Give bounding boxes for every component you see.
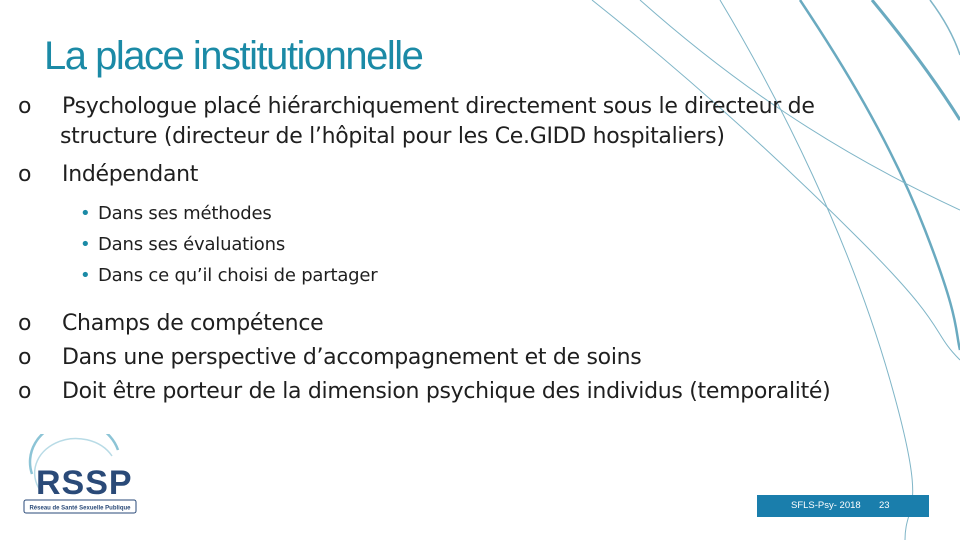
sub-bullet-marker: • [80,203,91,224]
bullet-item [18,377,878,407]
bullet-item [18,92,878,152]
sub-bullet-text: Dans ce qu’il choisi de partager [98,265,378,286]
page-number: 23 [879,500,890,511]
sub-bullet-marker: • [80,234,91,255]
sub-bullet-marker: • [80,265,91,286]
sub-bullet-item [18,260,878,291]
bullet-marker: o [18,311,32,336]
logo-tagline: Réseau de Santé Sexuelle Publique [29,505,131,512]
bullet-text: Champs de compétence [62,311,324,336]
page-title: La place institutionnelle [44,34,423,78]
sub-bullet-item [18,229,878,260]
bullet-text-continued: structure (directeur de l’hôpital pour les Ce.GIDD hospitaliers) [60,124,725,149]
bullet-marker: o [18,94,32,119]
rssp-logo [22,434,138,516]
bullet-text: Indépendant [62,162,199,187]
slide-content [18,92,878,415]
footer-bar [757,495,929,517]
sub-bullet-text: Dans ses évaluations [98,234,286,255]
bullet-marker: o [18,345,32,370]
bullet-text: Dans une perspective d’accompagnement et de soins [62,345,642,370]
sub-bullet-list [18,198,878,291]
bullet-marker: o [18,162,32,187]
bullet-marker: o [18,379,32,404]
bullet-text: Doit être porteur de la dimension psychique des individus (temporalité) [62,379,831,404]
sub-bullet-text: Dans ses méthodes [98,203,272,224]
sub-bullet-item [18,198,878,229]
bullet-item [18,309,878,339]
logo-acronym: RSSP [36,464,133,502]
footer-text: SFLS-Psy- 2018 [791,500,861,511]
bullet-text: Psychologue placé hiérarchiquement directement sous le directeur de [62,94,815,119]
bullet-item [18,160,878,190]
bullet-item [18,343,878,373]
